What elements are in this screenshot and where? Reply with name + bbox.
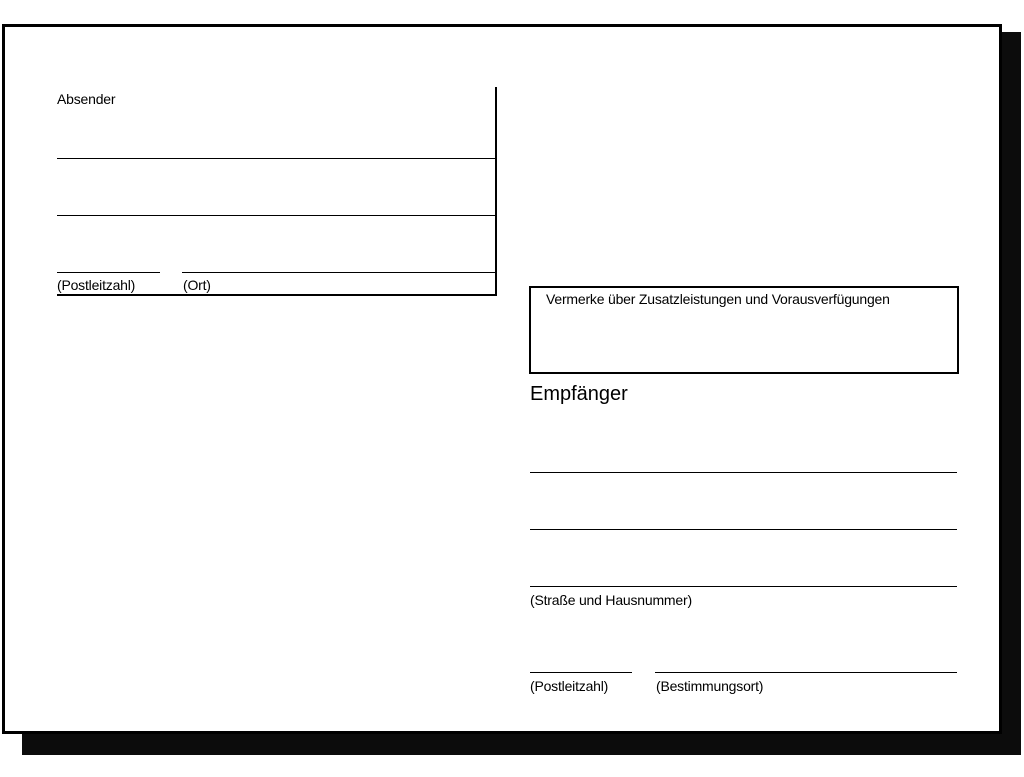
sender-postal-code-line[interactable] bbox=[57, 272, 160, 273]
notes-box[interactable] bbox=[529, 286, 959, 374]
recipient-postal-code-label: (Postleitzahl) bbox=[530, 678, 609, 694]
sender-city-line[interactable] bbox=[182, 272, 496, 273]
recipient-line-1[interactable] bbox=[530, 472, 957, 473]
recipient-heading: Empfänger bbox=[530, 383, 628, 405]
sender-line-2[interactable] bbox=[57, 215, 496, 216]
envelope-card bbox=[2, 24, 1002, 734]
sender-box-right-border bbox=[495, 87, 497, 296]
recipient-street-label: (Straße und Hausnummer) bbox=[530, 592, 692, 608]
sender-postal-code-label: (Postleitzahl) bbox=[57, 277, 136, 293]
sender-city-label: (Ort) bbox=[183, 277, 211, 293]
notes-heading: Vermerke über Zusatzleistungen und Vorausverfügungen bbox=[546, 291, 890, 307]
sender-line-1[interactable] bbox=[57, 158, 496, 159]
recipient-line-2[interactable] bbox=[530, 529, 957, 530]
sender-box-bottom-border bbox=[57, 294, 497, 296]
recipient-street-line[interactable] bbox=[530, 586, 957, 587]
recipient-destination-label: (Bestimmungsort) bbox=[656, 678, 764, 694]
sender-heading: Absender bbox=[57, 91, 116, 107]
recipient-postal-code-line[interactable] bbox=[530, 672, 632, 673]
recipient-destination-line[interactable] bbox=[655, 672, 957, 673]
